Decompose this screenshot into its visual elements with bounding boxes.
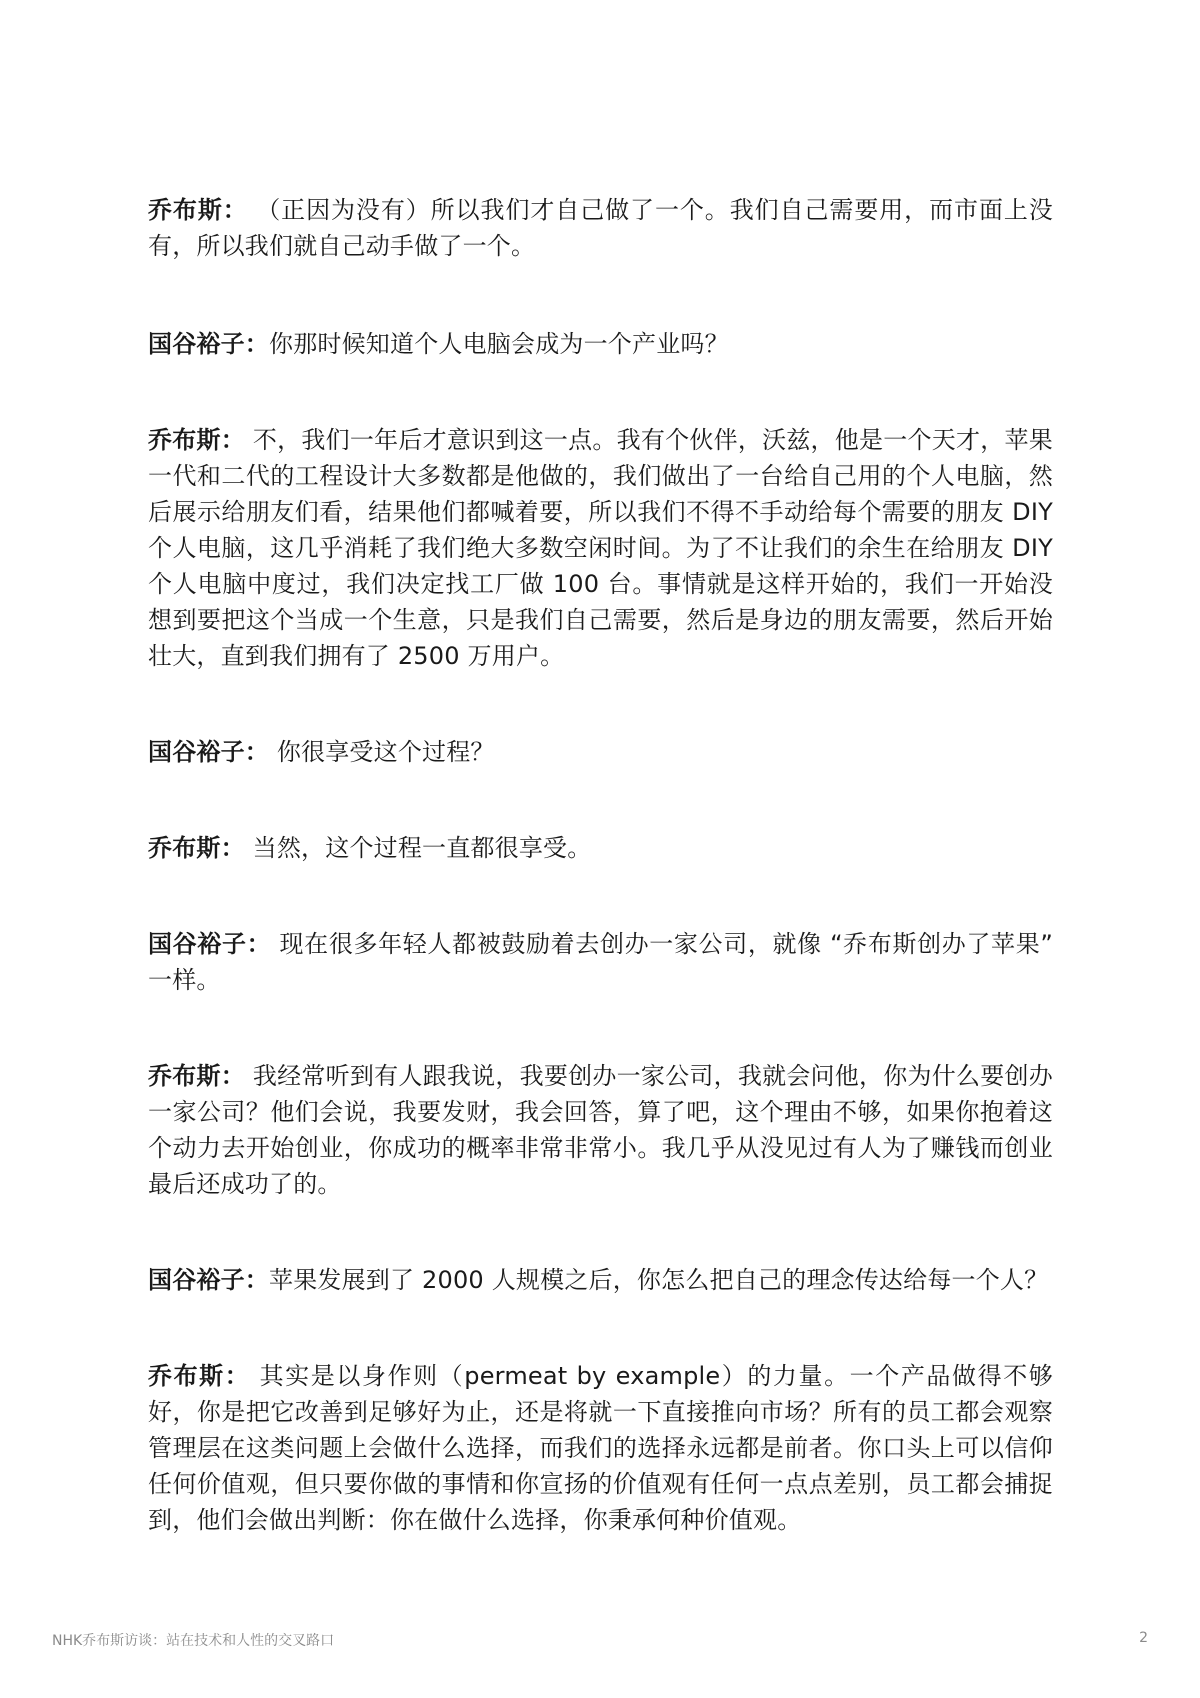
dialogue-text: 现在很多年轻人都被鼓励着去创办一家公司，就像 “乔布斯创办了苹果” 一样。	[148, 930, 1053, 994]
dialogue-paragraph	[148, 1058, 1053, 1202]
dialogue-text: 我经常听到有人跟我说，我要创办一家公司，我就会问他，你为什么要创办一家公司？他们会说，我要发财，我会回答，算了吧，这个理由不够，如果你抱着这个动力去开始创业，你成功的概率非常非常小。我几乎从没见过有人为了赚钱而创业最后还成功了的。	[148, 1062, 1053, 1198]
footer-document-title: NHK乔布斯访谈：站在技术和人性的交叉路口	[52, 1633, 335, 1649]
speaker-name: 国谷裕子：	[148, 330, 269, 358]
page-body	[148, 192, 1053, 1538]
dialogue-paragraph	[148, 1262, 1053, 1298]
speaker-name: 乔布斯：	[148, 834, 245, 862]
speaker-name: 乔布斯：	[148, 1362, 251, 1390]
dialogue-paragraph	[148, 422, 1053, 674]
dialogue-text: 你很享受这个过程？	[269, 738, 495, 766]
speaker-name: 国谷裕子：	[148, 930, 272, 958]
dialogue-paragraph	[148, 1358, 1053, 1538]
footer-page-number: 2	[1139, 1630, 1148, 1646]
dialogue-text: 当然，这个过程一直都很享受。	[244, 834, 592, 862]
dialogue-text: 不，我们一年后才意识到这一点。我有个伙伴，沃兹，他是一个天才，苹果一代和二代的工程设计大多数都是他做的，我们做出了一台给自己用的个人电脑，然后展示给朋友们看，结果他们都喊着要，所以我们不得不手动给每个需要的朋友 DIY 个人电脑，这几乎消耗了我们绝大多数空闲时间。为了不让我们的余生在给朋友 DIY 个人电脑中度过，我们决定找工厂做 100 台。事情就是这样开始的，我们一开始没想到要把这个当成一个生意，只是我们自己需要，然后是身边的朋友需要，然后开始壮大，直到我们拥有了 2500 万用户。	[148, 426, 1053, 670]
speaker-name: 乔布斯：	[148, 1062, 245, 1090]
dialogue-text: （正因为没有）所以我们才自己做了一个。我们自己需要用，而市面上没有，所以我们就自己动手做了一个。	[148, 196, 1053, 260]
speaker-name: 国谷裕子：	[148, 738, 269, 766]
dialogue-text: 你那时候知道个人电脑会成为一个产业吗？	[269, 330, 729, 358]
speaker-name: 乔布斯：	[148, 196, 248, 224]
speaker-name: 乔布斯：	[148, 426, 245, 454]
dialogue-text: 其实是以身作则（permeat by example）的力量。一个产品做得不够好，你是把它改善到足够好为止，还是将就一下直接推向市场？所有的员工都会观察管理层在这类问题上会做什么选择，而我们的选择永远都是前者。你口头上可以信仰任何价值观，但只要你做的事情和你宣扬的价值观有任何一点点差别，员工都会捕捉到，他们会做出判断：你在做什么选择，你秉承何种价值观。	[148, 1362, 1053, 1534]
dialogue-paragraph	[148, 734, 1053, 770]
dialogue-paragraph	[148, 830, 1053, 866]
dialogue-paragraph	[148, 326, 1053, 362]
dialogue-text: 苹果发展到了 2000 人规模之后，你怎么把自己的理念传达给每一个人？	[269, 1266, 1049, 1294]
dialogue-paragraph	[148, 192, 1053, 264]
speaker-name: 国谷裕子：	[148, 1266, 269, 1294]
dialogue-paragraph	[148, 926, 1053, 998]
